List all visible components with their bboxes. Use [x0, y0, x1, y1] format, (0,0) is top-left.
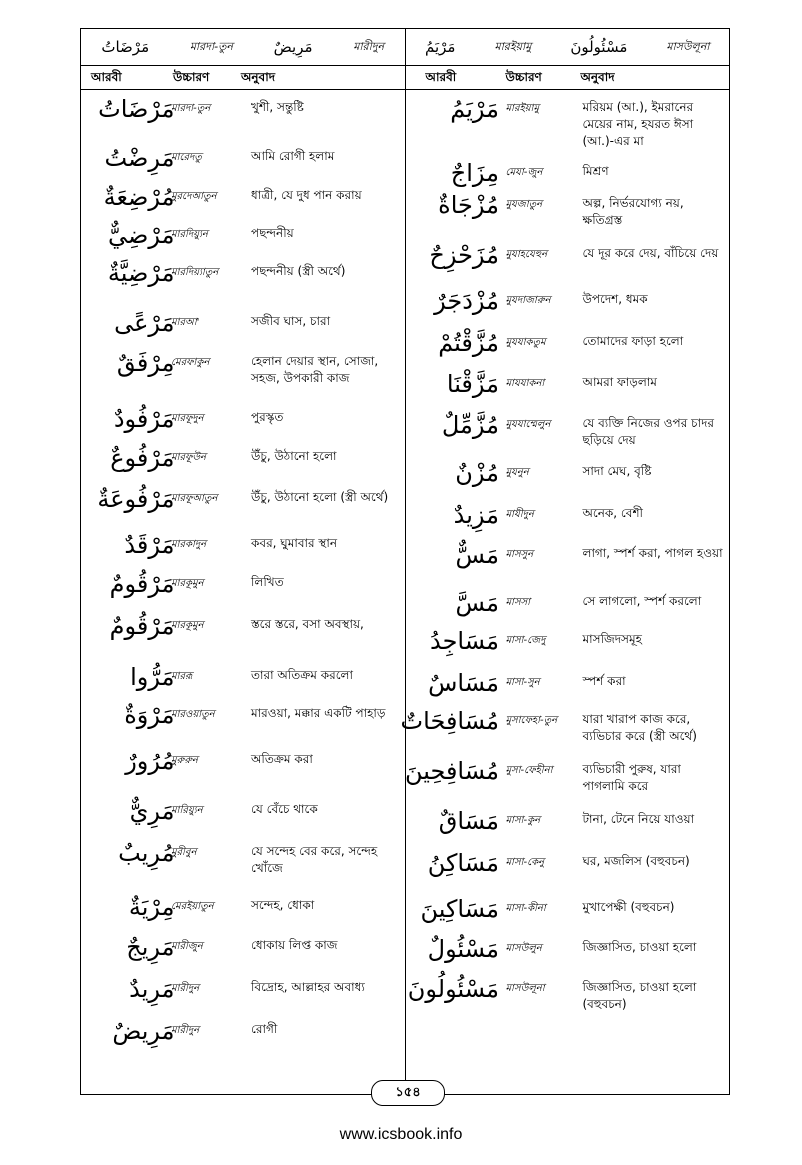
meaning: জিজ্ঞাসিত, চাওয়া হলো: [582, 940, 697, 954]
transliteration: মেযা-জুন: [505, 167, 543, 178]
transliteration: মারওয়াতুন: [171, 709, 215, 720]
meaning: স্তরে স্তরে, বসা অবস্থায়,: [251, 617, 364, 631]
arabic-word: مَرِيضٌ: [112, 1017, 175, 1045]
transliteration: মুযনুন: [505, 467, 529, 478]
meaning: যে ব্যক্তি নিজের ওপর চাদর ছড়িয়ে দেয়: [582, 416, 714, 447]
arabic-word: مَرْضَاتُ: [98, 95, 175, 123]
arabic-word: مَرْفُوعٌ: [110, 444, 175, 472]
arabic-word: مَسَاجِدُ: [429, 627, 499, 655]
transliteration: মারীদুন: [171, 1025, 200, 1036]
arabic-word: مِزَاجٌ: [450, 159, 499, 187]
transliteration: মারীদুন: [171, 983, 200, 994]
transliteration: মারদিয়্যুন: [171, 229, 208, 240]
transliteration: মুযযাম্মেলুন: [505, 419, 551, 430]
arabic-word: مُسَافِحِينَ: [404, 757, 499, 785]
transliteration: মুসা-ফেহীনা: [505, 765, 553, 776]
arabic-word: مَسْئُولٌ: [427, 935, 499, 963]
meaning: যে বেঁচে থাকে: [251, 802, 318, 816]
meaning: মারওয়া, মক্কার একটি পাহাড়: [251, 706, 386, 720]
arabic-word: مَسَّ: [455, 589, 499, 617]
footer-url: www.icsbook.info: [339, 1126, 463, 1143]
meaning: মরিয়ম (আ.), ইমরানের মেয়ের নাম, হযরত ঈসা (আ.)-এর মা: [582, 100, 694, 148]
meaning: অতিক্রম করা: [251, 752, 313, 766]
meaning: পুরস্কৃত: [251, 410, 284, 424]
dictionary-page: [80, 28, 730, 1100]
meaning: অনেক, বেশী: [582, 506, 643, 520]
transliteration: মুযদাজারুন: [505, 295, 551, 306]
page-number: ১৫৪: [371, 1080, 445, 1106]
transliteration: মারদিয়্যাতুন: [171, 267, 219, 278]
transliteration: মুযযাকতুম: [505, 337, 546, 348]
meaning: স্পর্শ করা: [582, 674, 626, 688]
transliteration: মারীজুন: [171, 941, 203, 952]
column-headers-right: [406, 65, 730, 89]
arabic-word: مَسَاقٌ: [438, 807, 499, 835]
transliteration: মুসাফেহা-তুন: [505, 715, 558, 726]
header-arabic-word: مَرْيَمُ: [425, 38, 456, 56]
arabic-word: مَسَاكِنُ: [427, 849, 499, 877]
transliteration: মুযজাতুন: [505, 199, 543, 210]
meaning: যারা খারাপ কাজ করে, ব্যভিচার করে (স্ত্রী অর্থে): [582, 712, 697, 743]
arabic-word: مُزَّمِّلٌ: [441, 411, 499, 439]
col-header-pronunciation: উচ্চারণ: [505, 70, 542, 84]
arabic-word: مِرْيَةٌ: [128, 893, 175, 921]
meaning: মাসজিদসমূহ: [582, 632, 642, 646]
transliteration: মারকূমুন: [171, 620, 204, 631]
col-header-pronunciation: উচ্চারণ: [173, 70, 210, 84]
arabic-word: مَسَاسٌ: [428, 669, 499, 697]
meaning: বিদ্রোহ, আল্লাহর অবাধ্য: [251, 980, 365, 994]
header-arabic-word: مَرْضَاتُ: [101, 38, 150, 56]
col-header-arabic: আরবী: [425, 70, 457, 84]
transliteration: মারআ': [171, 317, 200, 328]
left-column: [81, 89, 406, 1094]
arabic-word: مِرْفَقٌ: [116, 349, 175, 377]
running-header-right: [406, 29, 730, 65]
arabic-word: مَرْضِيٌّ: [108, 221, 175, 249]
arabic-word: مُرُورٌ: [125, 747, 175, 775]
transliteration: মারিয়্যুন: [171, 805, 203, 816]
transliteration: মাসউলুন: [505, 943, 542, 954]
meaning: কবর, ঘুমাবার স্থান: [251, 536, 338, 550]
arabic-word: مَرْقُومٌ: [109, 570, 175, 598]
running-header-left: [81, 29, 406, 65]
meaning: ধাত্রী, যে দুধ পান করায়: [251, 188, 362, 202]
arabic-word: مَسَاكِينَ: [420, 895, 499, 923]
meaning: ধোকায় লিপ্ত কাজ: [251, 938, 338, 952]
transliteration: মাযযাকনা: [505, 378, 545, 389]
header-arabic-word: مَرِيضٌ: [273, 38, 313, 56]
arabic-word: مَزِيدٌ: [453, 501, 499, 529]
transliteration: মাসা-কেনু: [505, 857, 545, 868]
transliteration: মারকূমুন: [171, 578, 204, 589]
meaning: যে সন্দেহ বের করে, সন্দেহ খোঁজে: [251, 844, 378, 875]
transliteration: মারেদতু: [171, 152, 202, 163]
transliteration: মারফূআতুন: [171, 493, 218, 504]
meaning: লাগা, স্পর্শ করা, পাগল হওয়া: [582, 546, 723, 560]
meaning: তারা অতিক্রম করলো: [251, 668, 353, 682]
arabic-word: مُزَّقْتُمْ: [438, 329, 499, 357]
meaning: টানা, টেনে নিয়ে যাওয়া: [582, 812, 695, 826]
meaning: যে দূর করে দেয়, বাঁচিয়ে দেয়: [582, 246, 719, 260]
meaning: ব্যভিচারী পুরুষ, যারা পাগলামি করে: [582, 762, 681, 793]
transliteration: মারইয়ামু: [505, 103, 539, 114]
meaning: সে লাগলো, স্পর্শ করলো: [582, 594, 702, 608]
arabic-word: مَرُّوا: [130, 663, 175, 691]
arabic-word: مَرِيٌّ: [129, 797, 175, 825]
meaning: সাদা মেঘ, বৃষ্টি: [582, 464, 652, 478]
meaning: খুশী, সন্তুষ্টি: [251, 100, 304, 114]
arabic-word: مَرْضِيَّةٌ: [107, 259, 175, 287]
transliteration: মারফূদুন: [171, 413, 204, 424]
column-headers-left: [81, 65, 406, 89]
transliteration: মুরুরুন: [171, 755, 198, 766]
arabic-word: مَرْوَةٌ: [124, 701, 175, 729]
header-transliteration: মারীদুন: [353, 39, 385, 53]
meaning: আমি রোগী হলাম: [251, 149, 335, 163]
meaning: জিজ্ঞাসিত, চাওয়া হলো (বহুবচন): [582, 980, 697, 1011]
transliteration: মাযীদুন: [505, 509, 534, 520]
meaning: অল্প, নির্ভরযোগ্য নয়, ক্ষতিগ্রস্ত: [582, 196, 684, 227]
arabic-word: مَرْفُوعَةٌ: [97, 485, 175, 513]
arabic-word: مُرِيبٌ: [118, 839, 175, 867]
arabic-word: مَرْيَمُ: [450, 95, 499, 123]
column-headers: [81, 65, 729, 90]
meaning: সজীব ঘাস, চারা: [251, 314, 331, 328]
arabic-word: مَسْئُولُونَ: [407, 975, 499, 1003]
transliteration: মেরইয়াতুন: [171, 901, 214, 912]
transliteration: মাসা-জেদু: [505, 635, 546, 646]
meaning: আমরা ফাড়লাম: [582, 375, 657, 389]
transliteration: মাসা-কুন: [505, 815, 541, 826]
entries-area: [81, 89, 729, 1094]
transliteration: মুরদেআতুন: [171, 191, 217, 202]
header-transliteration: মাসউলূনা: [666, 39, 710, 53]
meaning: তোমাদের ফাড়া হলো: [582, 334, 684, 348]
arabic-word: مَرْعًى: [114, 309, 175, 337]
meaning: লিখিত: [251, 575, 284, 589]
transliteration: মারদা-তুন: [171, 103, 211, 114]
arabic-word: مَرْفُودٌ: [113, 405, 175, 433]
arabic-word: مُزْنٌ: [455, 459, 499, 487]
right-column: [400, 89, 730, 1094]
arabic-word: مَرِضْتُ: [104, 144, 175, 172]
transliteration: মাররূ: [171, 671, 193, 682]
transliteration: মুরীবুন: [171, 847, 197, 858]
transliteration: মাসা-কীনা: [505, 903, 546, 914]
meaning: মুখাপেক্ষী (বহুবচন): [582, 900, 675, 914]
meaning: উঁচু, উঠানো হলো: [251, 449, 337, 463]
transliteration: মাসা-সুন: [505, 677, 540, 688]
meaning: হেলান দেয়ার স্থান, সোজা, সহজ, উপকারী কাজ: [251, 354, 379, 385]
arabic-word: مَرْقُومٌ: [109, 612, 175, 640]
header-transliteration: মারইয়ামু: [494, 39, 532, 53]
arabic-word: مَزَّقْنَا: [446, 370, 499, 398]
col-header-meaning: অনুবাদ: [241, 70, 276, 84]
arabic-word: مُزَحْزِحٌ: [429, 241, 499, 269]
meaning: পছন্দনীয় (স্ত্রী অর্থে): [251, 264, 346, 278]
arabic-word: مَرْقَدٌ: [124, 531, 175, 559]
transliteration: মুযাহযেহুন: [505, 249, 548, 260]
meaning: সন্দেহ, ধোকা: [251, 898, 315, 912]
running-header: [81, 29, 729, 66]
meaning: ঘর, মজলিস (বহুবচন): [582, 854, 690, 868]
arabic-word: مَرِيجٌ: [126, 933, 175, 961]
arabic-word: مُزْجَاةٌ: [438, 191, 499, 219]
transliteration: মেরফাকুন: [171, 357, 210, 368]
col-header-arabic: আরবী: [91, 70, 122, 84]
col-header-meaning: অনুবাদ: [580, 70, 615, 84]
arabic-word: مُرْضِعَةٌ: [103, 183, 175, 211]
arabic-word: مَسٌّ: [455, 541, 499, 569]
arabic-word: مَرِيدٌ: [129, 975, 175, 1003]
meaning: রোগী: [251, 1022, 278, 1036]
header-transliteration: মারদা-তুন: [189, 39, 233, 53]
transliteration: মাসসুন: [505, 549, 534, 560]
meaning: উঁচু, উঠানো হলো (স্ত্রী অর্থে): [251, 490, 389, 504]
arabic-word: مُسَافِحَاتٌ: [400, 707, 499, 735]
header-arabic-word: مَسْئُولُونَ: [570, 38, 628, 56]
meaning: উপদেশ, ধমক: [582, 292, 648, 306]
transliteration: মাসউলূনা: [505, 983, 545, 994]
transliteration: মাসসা: [505, 597, 531, 608]
arabic-word: مُزْدَجَرٌ: [434, 287, 499, 315]
meaning: পছন্দনীয়: [251, 226, 294, 240]
transliteration: মারকাদুন: [171, 539, 207, 550]
meaning: মিশ্রণ: [582, 164, 609, 178]
transliteration: মারফূউন: [171, 452, 207, 463]
